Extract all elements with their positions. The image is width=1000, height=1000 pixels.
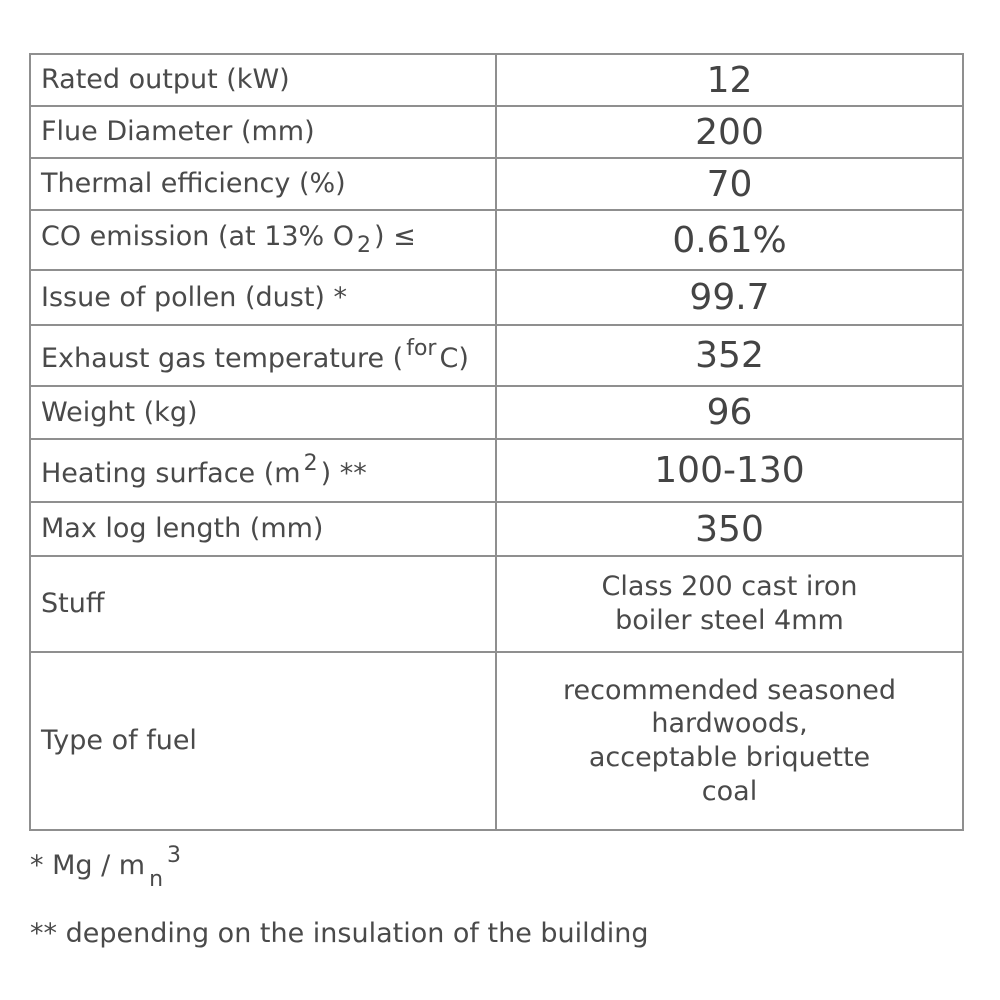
- table-row-pollen-dust: [30, 270, 963, 325]
- row-value: 352: [496, 325, 963, 386]
- row-value: 70: [496, 158, 963, 210]
- value-line: coal: [701, 775, 758, 807]
- row-label: [30, 325, 496, 386]
- row-value: 350: [496, 502, 963, 556]
- value-line: hardwoods,: [651, 708, 808, 740]
- table-row-co-emission: [30, 210, 963, 270]
- table-row-rated-output: [30, 54, 963, 106]
- label-text-end: ) **: [320, 458, 367, 490]
- label-text-end: C): [439, 343, 469, 375]
- row-label: Issue of pollen (dust) *: [30, 270, 496, 325]
- row-value: [496, 556, 963, 652]
- value-line: Class 200 cast iron: [601, 571, 858, 603]
- row-value: 96: [496, 386, 963, 439]
- row-label: [30, 439, 496, 502]
- specifications-table: [29, 53, 964, 831]
- footnote-superscript: 3: [167, 843, 182, 868]
- row-value: [496, 652, 963, 830]
- row-value: 12: [496, 54, 963, 106]
- row-label: Stuff: [30, 556, 496, 652]
- table-row-flue-diameter: [30, 106, 963, 158]
- row-value: 99.7: [496, 270, 963, 325]
- table-row-type-of-fuel: [30, 652, 963, 830]
- label-subscript: 2: [357, 233, 372, 259]
- row-value: 200: [496, 106, 963, 158]
- value-line: boiler steel 4mm: [615, 605, 844, 636]
- row-label: Type of fuel: [30, 652, 496, 830]
- footnotes: [30, 838, 649, 970]
- footnote-insulation: ** depending on the insulation of the building: [30, 918, 649, 949]
- row-label: Thermal efficiency (%): [30, 158, 496, 210]
- table-row-weight: [30, 386, 963, 439]
- label-superscript: for: [406, 336, 437, 362]
- footnote-dust-unit: [30, 838, 649, 898]
- row-label: Flue Diameter (mm): [30, 106, 496, 158]
- table-row-exhaust-gas-temperature: [30, 325, 963, 386]
- footnote-subscript: n: [149, 867, 164, 892]
- label-text: CO emission (at 13% O: [41, 221, 355, 253]
- row-label: Rated output (kW): [30, 54, 496, 106]
- row-label: Weight (kg): [30, 386, 496, 439]
- label-text-end: ) ≤: [374, 221, 416, 253]
- table-row-max-log-length: [30, 502, 963, 556]
- label-text: Heating surface (m: [41, 458, 301, 490]
- footnote-text: * Mg / m: [30, 850, 146, 881]
- row-label: Max log length (mm): [30, 502, 496, 556]
- table-row-thermal-efficiency: [30, 158, 963, 210]
- value-line: recommended seasoned: [563, 674, 896, 706]
- value-line: acceptable briquette: [588, 742, 871, 773]
- label-text: Exhaust gas temperature (: [41, 343, 404, 375]
- row-value: 100-130: [496, 439, 963, 502]
- row-value: 0.61%: [496, 210, 963, 270]
- table-row-stuff: [30, 556, 963, 652]
- label-superscript: 2: [303, 451, 318, 477]
- table-row-heating-surface: [30, 439, 963, 502]
- row-label: [30, 210, 496, 270]
